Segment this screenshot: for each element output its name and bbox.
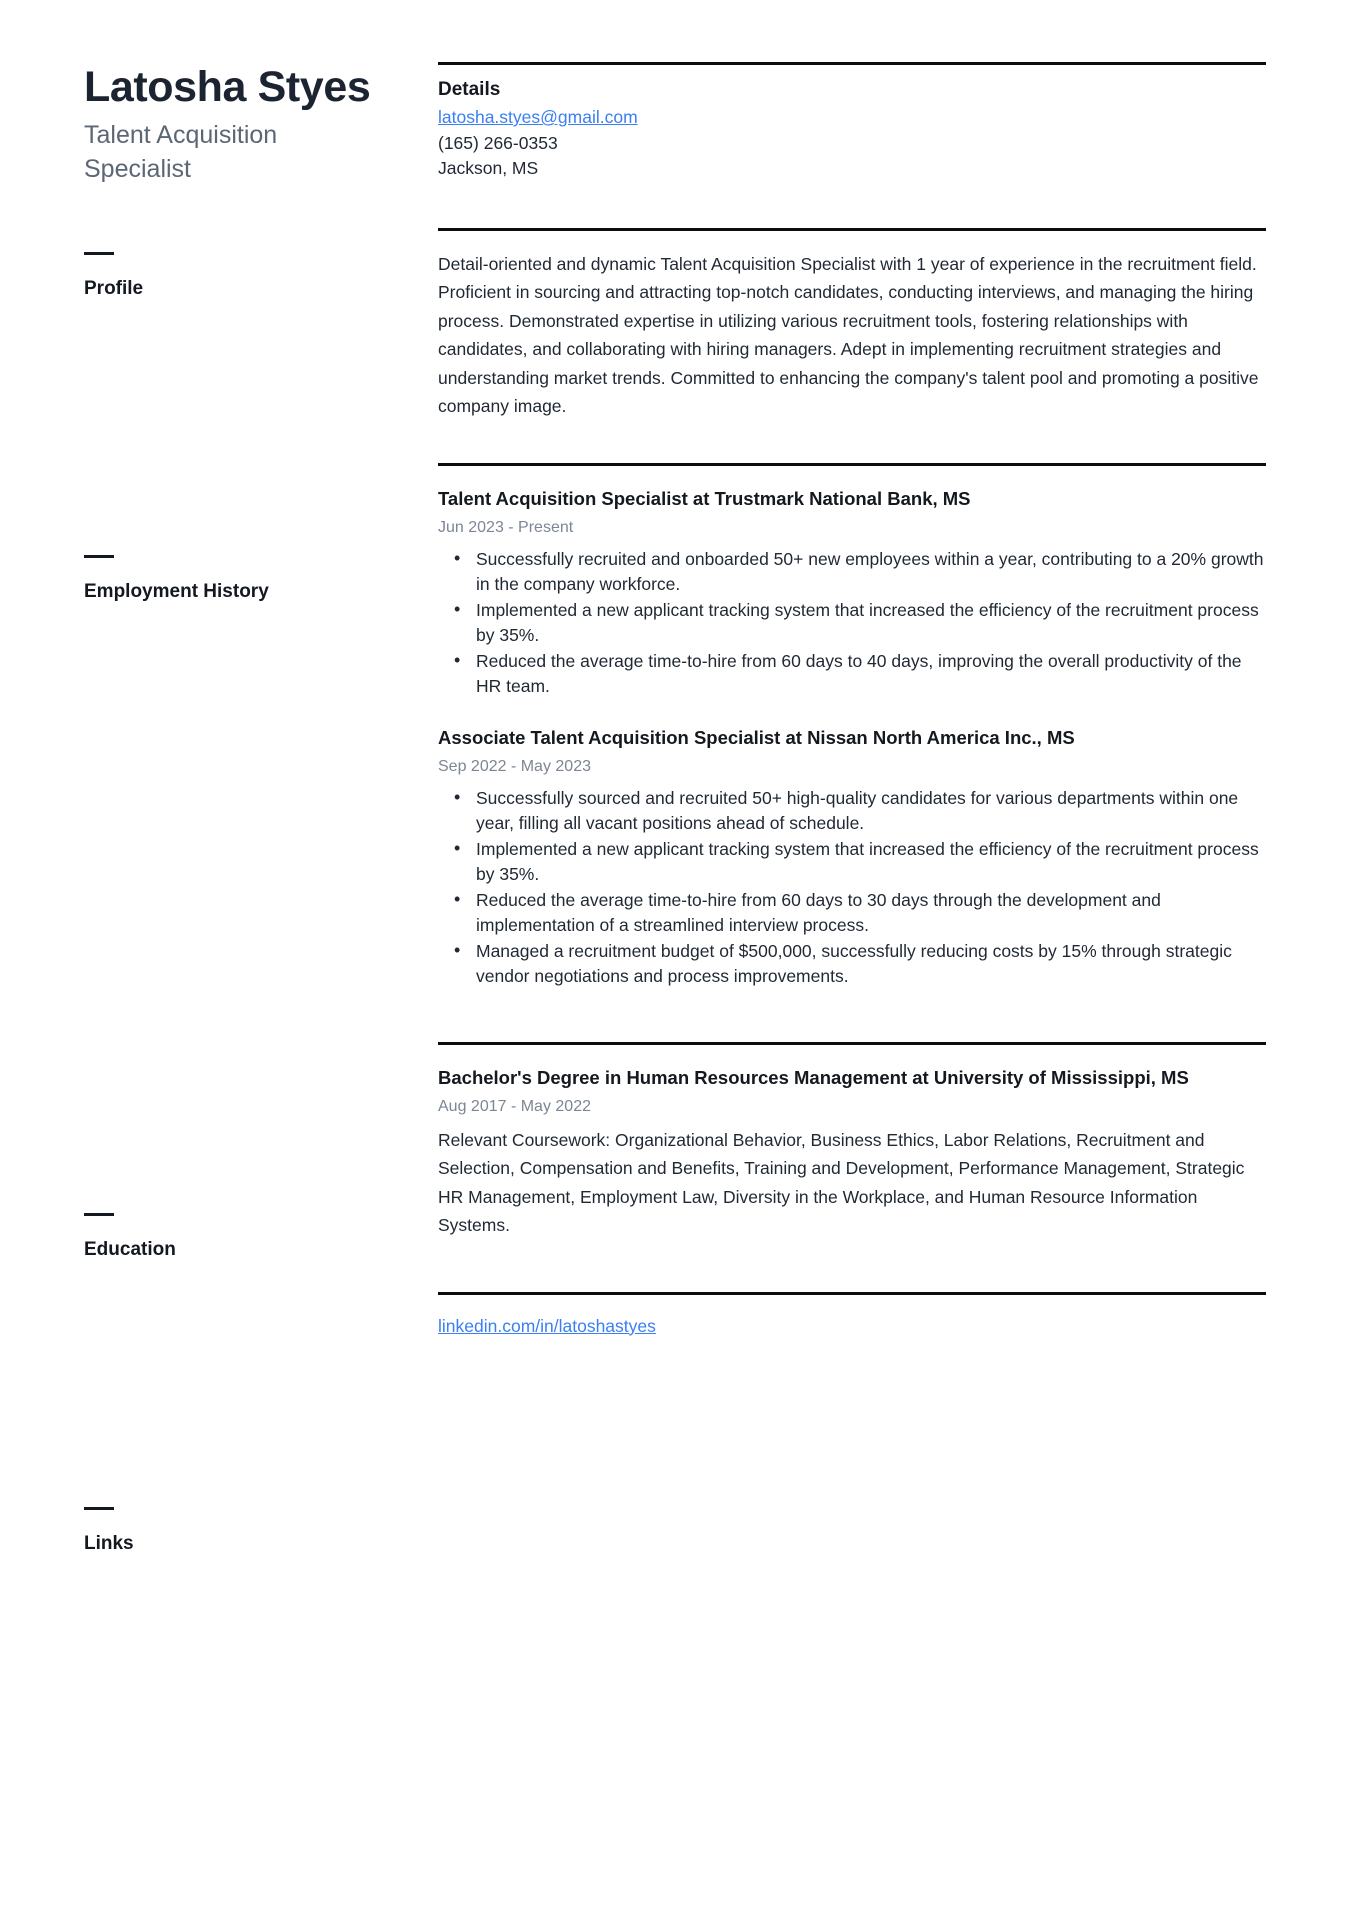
employment-entry-date: Jun 2023 - Present	[438, 518, 574, 536]
profile-section	[438, 228, 1266, 421]
sidebar-section-education	[84, 1213, 420, 1262]
list-item: • Implemented a new applicant tracking system that increased the efficiency of the recruitment process by 35%.	[474, 837, 1266, 888]
list-item: • Successfully recruited and onboarded 50+ new employees within a year, contributing to a 20% growth in the company workforce.	[474, 547, 1266, 598]
details-phone: (165) 266-0353	[438, 132, 558, 153]
employment-entry-date: Sep 2022 - May 2023	[438, 757, 591, 775]
linkedin-link[interactable]: linkedin.com/in/latoshastyes	[438, 1315, 656, 1336]
links-list	[438, 1314, 1266, 1340]
main-column	[436, 62, 1266, 1339]
employment-entry	[438, 724, 1266, 990]
sidebar-section-links	[84, 1507, 420, 1556]
list-item: • Successfully sourced and recruited 50+ high-quality candidates for various departments within one year, filling all vacant positions ahead of schedule.	[474, 786, 1266, 837]
education-entry	[438, 1064, 1266, 1240]
sidebar-heading-links: Links	[84, 1533, 134, 1554]
employment-entry-title: Associate Talent Acquisition Specialist at Nissan North America Inc., MS	[438, 726, 1075, 748]
email-link[interactable]: latosha.styes@gmail.com	[438, 107, 638, 127]
header-job-title: Talent Acquisition Specialist	[84, 121, 278, 183]
list-item: • Reduced the average time-to-hire from 60 days to 30 days through the development and implementation of a streamlined interview process.	[474, 888, 1266, 939]
sidebar-column	[84, 62, 436, 1556]
profile-text: Detail-oriented and dynamic Talent Acquisition Specialist with 1 year of experience in the recruitment field. Proficient in sourcing and attracting top-notch candidates, conducting interviews, and managing the hiring process. Demonstrated expertise in utilizing various recruitment tools, fostering relationships with candidates, and collaborating with hiring managers. Adept in implementing recruitment strategies and understanding market trends. Committed to enhancing the company's talent pool and promoting a positive company image.	[438, 253, 1259, 416]
section-divider	[438, 62, 1266, 65]
employment-entry	[438, 485, 1266, 700]
details-email-row	[438, 105, 1266, 131]
section-dash-rule	[84, 252, 114, 255]
sidebar-section-employment	[84, 555, 420, 604]
sidebar-heading-education: Education	[84, 1239, 176, 1260]
education-entry-date: Aug 2017 - May 2022	[438, 1097, 591, 1115]
details-location: Jackson, MS	[438, 158, 539, 178]
details-heading: Details	[438, 79, 501, 100]
page-title: Latosha Styes	[84, 63, 371, 111]
details-section	[438, 62, 1266, 182]
sidebar-heading-employment: Employment History	[84, 581, 269, 602]
sidebar-section-profile	[84, 252, 420, 301]
section-dash-rule	[84, 555, 114, 558]
sidebar-heading-profile: Profile	[84, 278, 144, 299]
employment-entry-bullets	[438, 786, 1266, 990]
section-dash-rule	[84, 1507, 114, 1510]
list-item: • Reduced the average time-to-hire from 60 days to 40 days, improving the overall productivity of the HR team.	[474, 649, 1266, 700]
header-name-block	[84, 62, 420, 186]
education-entry-description: Relevant Coursework: Organizational Behavior, Business Ethics, Labor Relations, Recruitment and Selection, Compensation and Benefits, Training and Development, Performance Management, Strategic HR Management, Employment Law, Diversity in the Workplace, and Human Resource Information Systems.	[438, 1129, 1245, 1235]
list-item: • Implemented a new applicant tracking system that increased the efficiency of the recruitment process by 35%.	[474, 598, 1266, 649]
links-section	[438, 1292, 1266, 1340]
employment-section	[438, 463, 1266, 990]
employment-entry-bullets	[438, 547, 1266, 700]
list-item: • Managed a recruitment budget of $500,000, successfully reducing costs by 15% through strategic vendor negotiations and process improvements.	[474, 939, 1266, 990]
employment-entry-title: Talent Acquisition Specialist at Trustmark National Bank, MS	[438, 487, 971, 509]
education-entry-title: Bachelor's Degree in Human Resources Management at University of Mississippi, MS	[438, 1066, 1189, 1088]
education-section	[438, 1042, 1266, 1240]
section-dash-rule	[84, 1213, 114, 1216]
